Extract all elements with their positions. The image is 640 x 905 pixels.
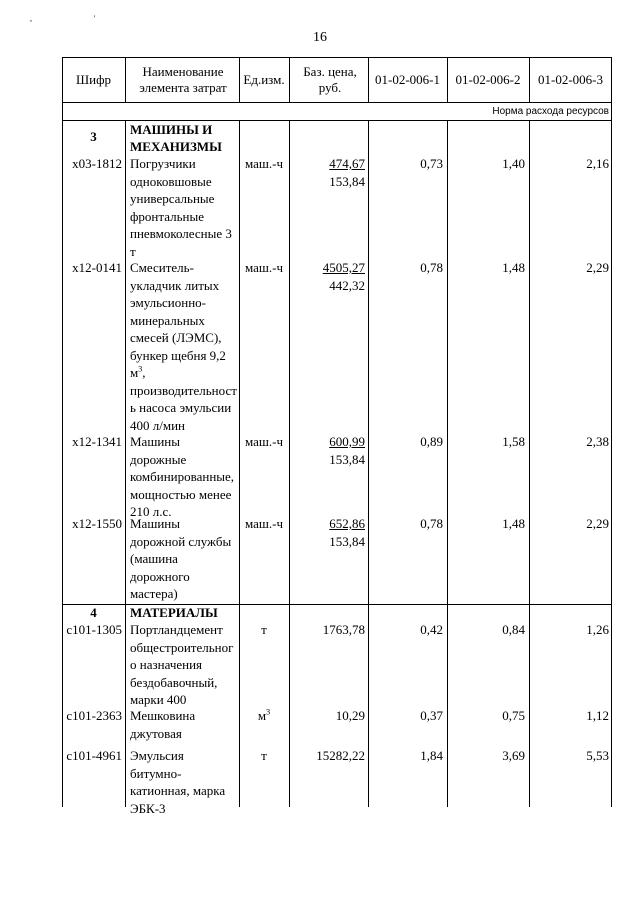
header-name: Наименование элемента затрат — [139, 63, 227, 95]
norm-label: Норма расхода ресурсов — [492, 106, 609, 117]
row-code: х12-0141 — [72, 260, 122, 275]
header-col2: 01-02-006-2 — [455, 71, 521, 87]
row-price-2: 153,84 — [329, 174, 365, 189]
header-code: Шифр — [76, 71, 111, 87]
row-unit: маш.-ч — [244, 434, 284, 449]
row-unit: $м^3$ — [257, 707, 271, 723]
row-value-1: 0,89 — [420, 434, 443, 449]
header-col1: 01-02-006-1 — [375, 71, 440, 87]
row-price-2: 153,84 — [329, 452, 365, 467]
col-sep-1b — [125, 120, 126, 807]
row-code: с101-1305 — [66, 622, 122, 637]
row-value-3: 2,16 — [586, 156, 609, 171]
row-code: х12-1550 — [72, 516, 122, 531]
row-value-2: 0,84 — [502, 622, 525, 637]
row-price-2: 153,84 — [329, 534, 365, 549]
row-price: 652,86 — [329, 516, 365, 531]
row-value-3: 1,12 — [586, 708, 609, 723]
row-value-1: 0,73 — [420, 156, 443, 171]
row-value-2: 0,75 — [502, 708, 525, 723]
row-value-2: 3,69 — [502, 748, 525, 763]
row-name: Машины дорожной службы (машина дорожного мастера) — [130, 516, 232, 601]
row-price: 10,29 — [335, 708, 365, 723]
row-value-3: 1,26 — [586, 622, 609, 637]
row-name: Мешковина джутовая — [130, 708, 196, 741]
col-sep-4b — [368, 120, 369, 807]
row-code: с101-4961 — [66, 748, 122, 763]
row-value-1: 0,42 — [420, 622, 443, 637]
col-sep-2b — [239, 120, 240, 807]
scan-specks: , ' — [30, 14, 126, 23]
row-unit: т — [261, 748, 267, 763]
row-value-1: 0,78 — [420, 516, 443, 531]
header-unit: Ед.изм. — [243, 71, 285, 87]
row-name: Машины дорожные комбинированные, мощностью менее 210 л.с. — [130, 434, 235, 519]
row-name: Смеситель- укладчик литых эмульсионно- минеральных смесей (ЛЭМС), бункер щебня 9,2 $м^3$, производительност ь насоса эмульсии 400 л/мин — [130, 260, 237, 433]
header-price: Баз. цена, руб. — [303, 63, 357, 95]
row-price-2: 442,32 — [329, 278, 365, 293]
section-number-machines: 3 — [90, 129, 97, 144]
row-price: 4505,27 — [322, 260, 365, 275]
row-unit: т — [261, 622, 267, 637]
row-value-3: 2,38 — [586, 434, 609, 449]
row-unit: маш.-ч — [244, 156, 284, 171]
header-col3: 01-02-006-3 — [538, 71, 603, 87]
row-name: Портландцемент общестроительног о назначения бездобавочный, марки 400 — [130, 622, 234, 707]
section-title-machines-1: МАШИНЫ И — [130, 122, 213, 137]
row-value-3: 2,29 — [586, 260, 609, 275]
col-sep-3 — [289, 57, 290, 102]
row-value-2: 1,58 — [502, 434, 525, 449]
page-number: 16 — [313, 30, 327, 45]
row-code: х12-1341 — [72, 434, 122, 449]
section-title-machines-2: МЕХАНИЗМЫ — [130, 139, 222, 154]
row-price: 1763,78 — [322, 622, 365, 637]
row-value-3: 5,53 — [586, 748, 609, 763]
row-value-2: 1,48 — [502, 260, 525, 275]
row-value-2: 1,40 — [502, 156, 525, 171]
row-code: х03-1812 — [72, 156, 122, 171]
row-name: Эмульсия битумно- катионная, марка ЭБК-3 — [130, 748, 226, 816]
row-unit: маш.-ч — [244, 260, 284, 275]
section-number-materials: 4 — [90, 605, 97, 620]
col-sep-5b — [447, 120, 448, 807]
row-value-1: 1,84 — [420, 748, 443, 763]
row-name: Погрузчики одноковшовые универсальные фронтальные пневмоколесные 3 т — [130, 156, 232, 259]
row-price: 474,67 — [329, 156, 365, 171]
col-sep-1 — [125, 57, 126, 102]
row-price: 600,99 — [329, 434, 365, 449]
row-value-3: 2,29 — [586, 516, 609, 531]
row-value-1: 0,78 — [420, 260, 443, 275]
header-bottom-line — [62, 102, 612, 103]
section-title-materials: МАТЕРИАЛЫ — [130, 605, 218, 620]
row-price: 15282,22 — [316, 748, 365, 763]
row-value-2: 1,48 — [502, 516, 525, 531]
row-value-1: 0,37 — [420, 708, 443, 723]
row-unit: маш.-ч — [244, 516, 284, 531]
col-sep-6b — [529, 120, 530, 807]
row-code: с101-2363 — [66, 708, 122, 723]
